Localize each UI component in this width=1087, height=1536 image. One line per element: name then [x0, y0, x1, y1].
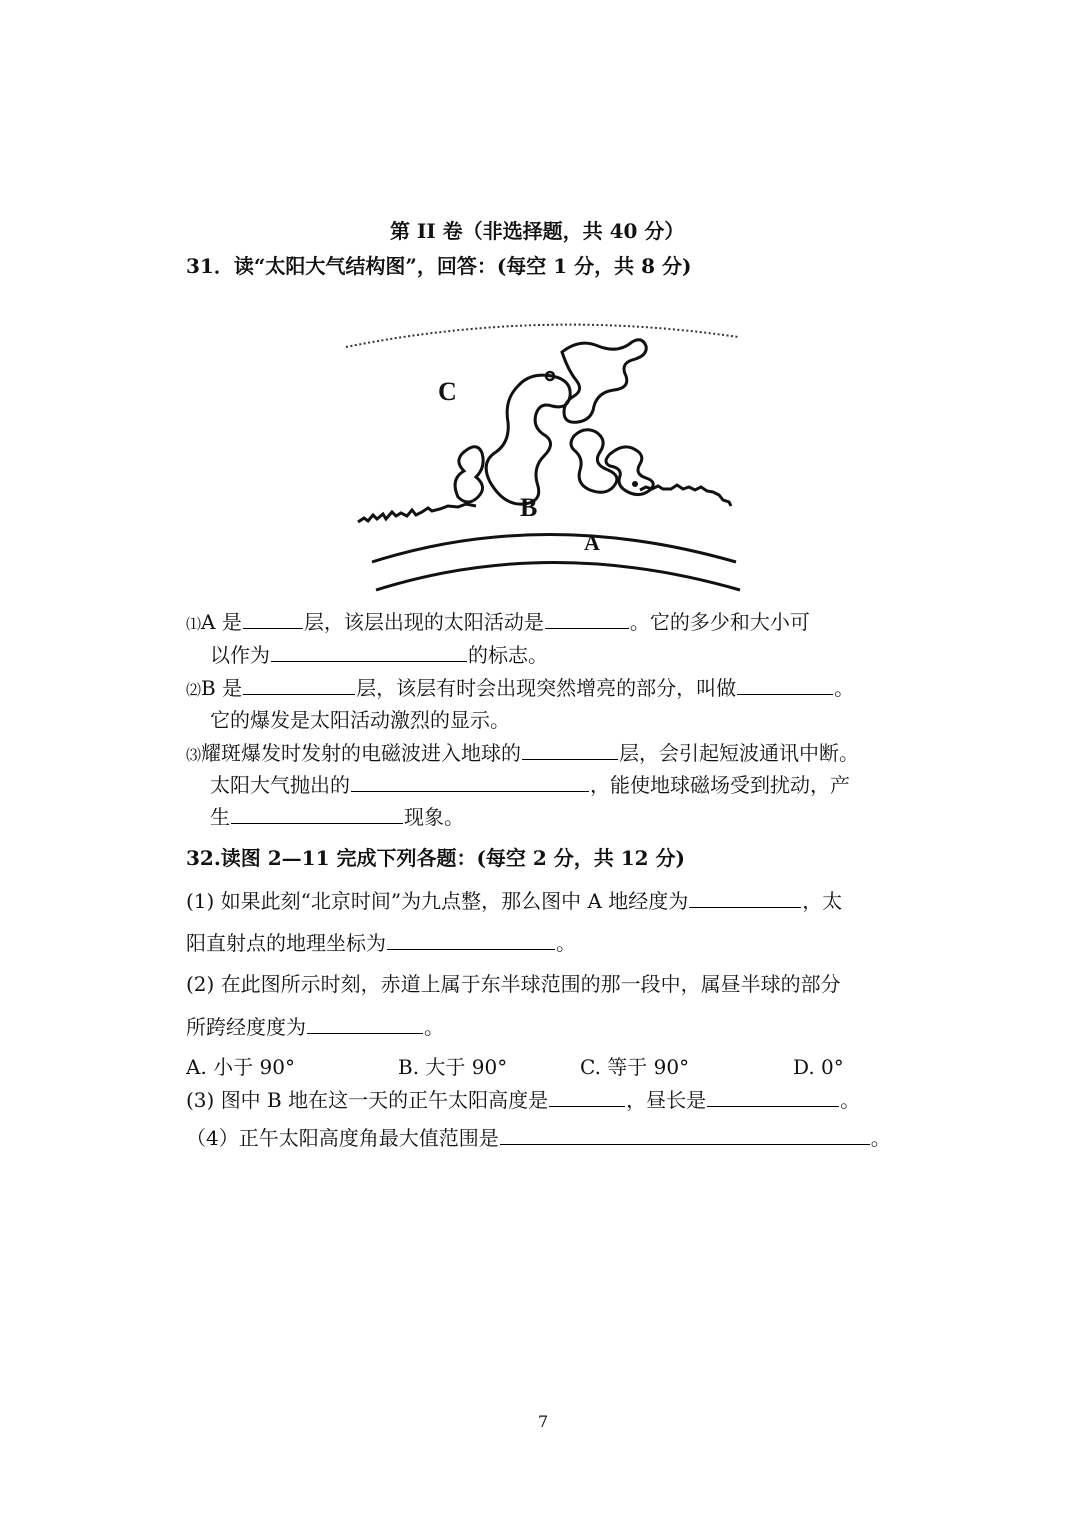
solar-atmosphere-diagram: [340, 312, 760, 602]
blank-field[interactable]: [243, 674, 355, 695]
q31-heading: 31．读“太阳大气结构图”，回答：(每空 1 分，共 8 分): [186, 254, 692, 278]
q32-heading: 32.读图 2—11 完成下列各题：(每空 2 分，共 12 分): [186, 846, 685, 870]
blank-field[interactable]: [707, 1086, 839, 1107]
blank-field[interactable]: [737, 674, 833, 695]
prominence-upper: [562, 340, 646, 423]
q31-part3-line3: 生 现象。: [210, 805, 464, 829]
option-b[interactable]: B. 大于 90°: [398, 1055, 508, 1079]
blank-field[interactable]: [387, 929, 555, 950]
prominence-center: [486, 375, 570, 504]
q31-part3-line2: 太阳大气抛出的 ，能使地球磁场受到扰动，产: [210, 773, 850, 797]
option-a[interactable]: A. 小于 90°: [186, 1055, 295, 1079]
prominence-right: [571, 430, 617, 493]
blank-field[interactable]: [271, 641, 467, 662]
q31-part2-line1: ⑵B 是 层，该层有时会出现突然增亮的部分，叫做 。: [186, 676, 855, 700]
part-number: ⑴: [186, 615, 202, 633]
blank-field[interactable]: [351, 771, 589, 792]
q31-part1-line1: ⑴A 是 层，该层出现的太阳活动是 。它的多少和大小可: [186, 610, 810, 634]
blank-field[interactable]: [549, 1086, 625, 1107]
option-c[interactable]: C. 等于 90°: [580, 1055, 690, 1079]
blank-field[interactable]: [545, 608, 629, 629]
blank-field[interactable]: [689, 887, 801, 908]
blank-field[interactable]: [522, 739, 618, 760]
chromosphere-edge-right: [640, 485, 731, 506]
blank-field[interactable]: [307, 1013, 423, 1034]
q32-sub2-line2: 所跨经度度为 。: [186, 1015, 444, 1039]
q32-sub2-line1: (2) 在此图所示时刻，赤道上属于东半球范围的那一段中，属昼半球的部分: [186, 972, 841, 996]
label-c: C: [438, 377, 457, 406]
q32-sub4: （4）正午太阳高度角最大值范围是 。: [186, 1126, 891, 1150]
q31-part2-line2: 它的爆发是太阳活动激烈的显示。: [210, 708, 510, 732]
q32-sub1-line1: (1) 如果此刻“北京时间”为九点整，那么图中 A 地经度为 ，太: [186, 889, 843, 913]
q32-sub3: (3) 图中 B 地在这一天的正午太阳高度是 ，昼长是 。: [186, 1088, 861, 1112]
blank-field[interactable]: [231, 803, 403, 824]
photosphere-inner-arc: [376, 563, 740, 591]
q32-sub1-line2: 阳直射点的地理坐标为 。: [186, 931, 576, 955]
prominence-left: [455, 447, 483, 502]
part-number: ⑶: [186, 746, 202, 764]
section-title: 第 II 卷（非选择题，共 40 分）: [390, 219, 685, 243]
part-number: ⑵: [186, 681, 202, 699]
q31-part1-line2: 以作为 的标志。: [210, 643, 548, 667]
chromosphere-edge-left: [358, 504, 476, 522]
label-a: A: [584, 530, 600, 555]
blank-field[interactable]: [243, 608, 303, 629]
label-b: B: [520, 493, 538, 522]
option-d[interactable]: D. 0°: [793, 1055, 844, 1079]
q31-part3-line1: ⑶耀斑爆发时发射的电磁波进入地球的 层，会引起短波通讯中断。: [186, 741, 860, 765]
photosphere-outer-arc: [372, 535, 736, 563]
blank-field[interactable]: [500, 1124, 870, 1145]
page-number: 7: [538, 1412, 549, 1431]
